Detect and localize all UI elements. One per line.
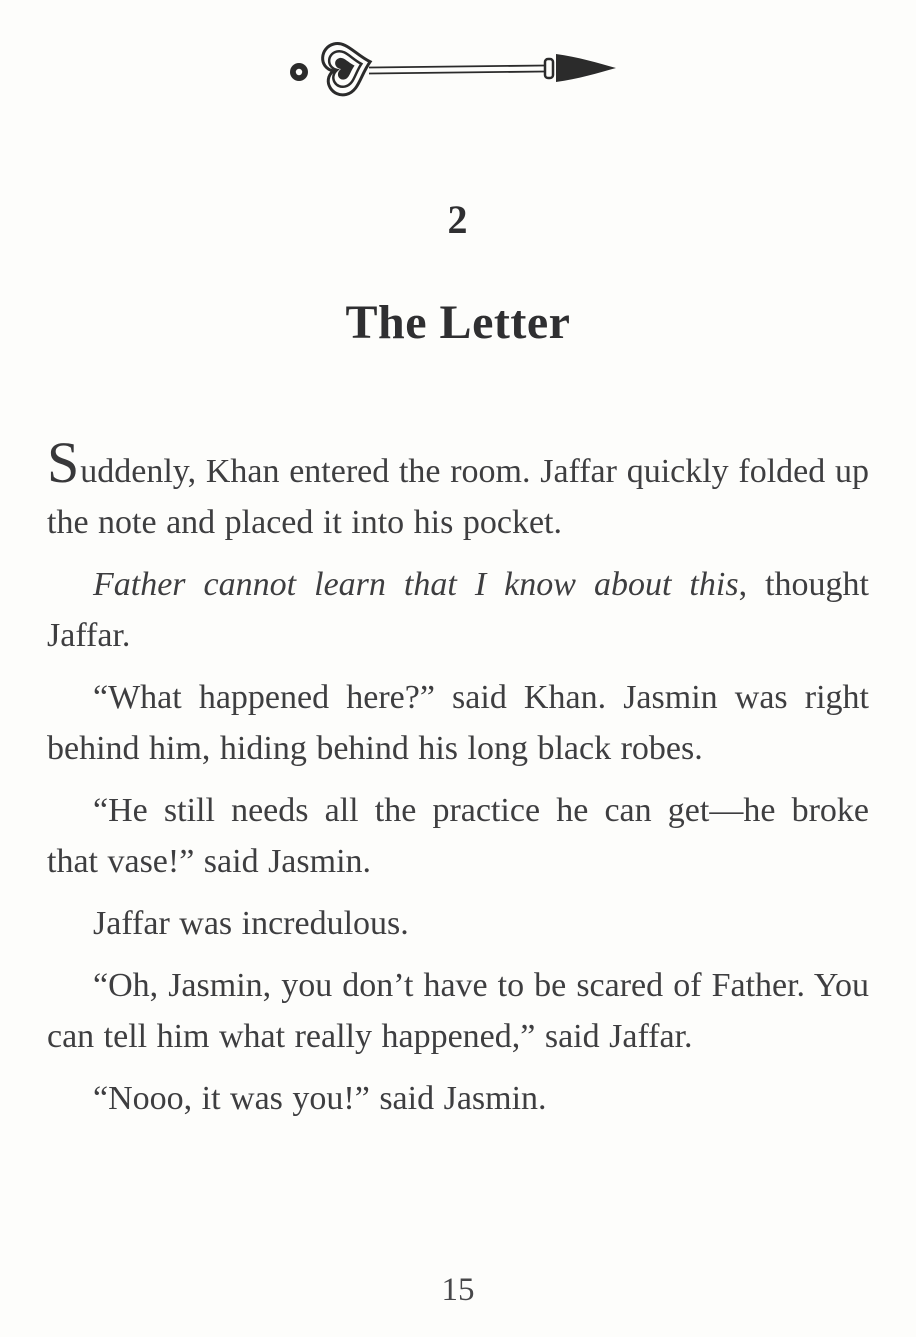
- chapter-title: The Letter: [345, 296, 571, 349]
- chapter-ornament: [47, 0, 869, 104]
- paragraph-3: “What happened here?” said Khan. Jasmin was right behind him, hiding behind his long black robes.: [47, 679, 869, 767]
- page-number: 15: [441, 1272, 475, 1308]
- paragraph-2-italic-text: Father cannot learn that I know about this: [93, 566, 739, 603]
- paragraph-2-text: , thought Jaffar.: [47, 566, 869, 654]
- paragraph-5: Jaffar was incredulous.: [93, 905, 409, 942]
- paragraph-2: [47, 559, 869, 661]
- paragraph-1: [47, 430, 869, 548]
- paragraph-7: “Nooo, it was you!” said Jasmin.: [93, 1080, 547, 1117]
- initial-cap: S: [47, 430, 81, 495]
- arrow-ornament-icon: [283, 38, 633, 100]
- paragraph-6: “Oh, Jasmin, you don’t have to be scared of Father. You can tell him what really happened,” said Jaffar.: [47, 967, 869, 1055]
- chapter-number: 2: [447, 197, 469, 242]
- paragraph-1-text: uddenly, Khan entered the room. Jaffar quickly folded up the note and placed it into his pocket.: [47, 453, 869, 541]
- paragraph-4: “He still needs all the practice he can get—he broke that vase!” said Jasmin.: [47, 792, 869, 880]
- body-text: [47, 430, 869, 1124]
